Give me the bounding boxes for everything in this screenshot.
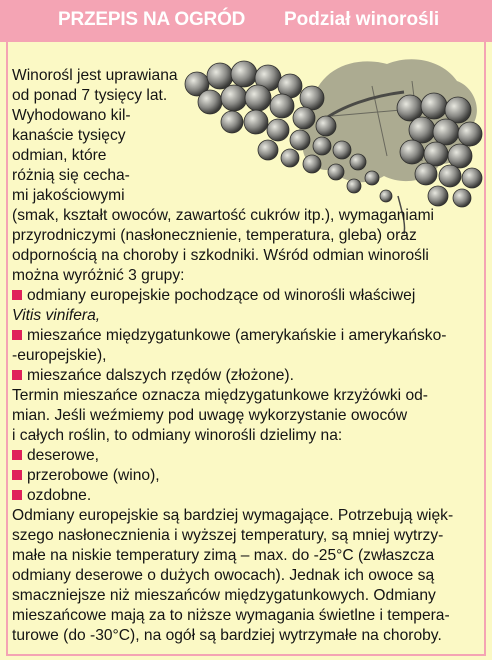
text-line: smaczniejsze niż mieszańców międzygatunkowych. Odmiany <box>12 587 436 604</box>
list-item-continuation: -europejskie), <box>12 347 107 364</box>
article-title: Podział winorośli <box>284 9 440 30</box>
text-line: turowe (do -30°C), na ogół są bardziej wytrzymałe na choroby. <box>12 627 442 644</box>
text-line: mieszańcowe mają za to niższe wymagania świetlne i tempera- <box>12 607 450 624</box>
text-line: Winorośl jest uprawiana <box>12 67 178 84</box>
list-item: odmiany europejskie pochodzące od winorośli właściwej <box>12 286 415 306</box>
text-line: różnią się cecha- <box>12 167 130 184</box>
text-line: Termin mieszańce oznacza międzygatunkowe krzyżówki od- <box>12 387 428 404</box>
text-line: małe na niskie temperatury zimą – max. do -25°C (zwłaszcza <box>12 547 435 564</box>
section-title: PRZEPIS NA OGRÓD <box>58 9 246 30</box>
text-line: przyrodniczymi (nasłonecznienie, temperatura, gleba) oraz <box>12 227 417 244</box>
header-bar <box>0 0 492 42</box>
text-line: Odmiany europejskie są bardziej wymagające. Potrzebują więk- <box>12 507 454 524</box>
square-bullet-icon <box>12 490 22 500</box>
text-line: od ponad 7 tysięcy lat. <box>12 87 168 104</box>
text-line: Wyhodowano kil- <box>12 107 131 124</box>
text-line: szego nasłonecznienia i wyższej temperatury, są mniej wytrzy- <box>12 527 444 544</box>
list-item: mieszańce dalszych rzędów (złożone). <box>12 366 294 386</box>
text-line: i całych roślin, to odmiany winorośli dzielimy na: <box>12 427 343 444</box>
list-item: przerobowe (wino), <box>12 466 160 486</box>
list-item: ozdobne. <box>12 486 91 506</box>
text-line: odpornością na choroby i szkodniki. Wśród odmian winorośli <box>12 247 429 264</box>
text-line: mi jakościowymi <box>12 187 125 204</box>
square-bullet-icon <box>12 330 22 340</box>
text-line: kanaście tysięcy <box>12 127 126 144</box>
list-item: mieszańce międzygatunkowe (amerykańskie i amerykańsko- <box>12 326 446 346</box>
square-bullet-icon <box>12 450 22 460</box>
square-bullet-icon <box>12 290 22 300</box>
text-line: (smak, kształt owoców, zawartość cukrów itp.), wymaganiami <box>12 207 435 224</box>
list-item-continuation: Vitis vinifera, <box>12 307 101 324</box>
text-line: mian. Jeśli weźmiemy pod uwagę wykorzystanie owoców <box>12 407 408 424</box>
square-bullet-icon <box>12 370 22 380</box>
text-line: odmiany deserowe o dużych owocach). Jednak ich owoce są <box>12 567 435 584</box>
text-line: można wyróżnić 3 grupy: <box>12 267 185 284</box>
list-item: deserowe, <box>12 446 99 466</box>
text-line: odmian, które <box>12 147 107 164</box>
square-bullet-icon <box>12 470 22 480</box>
